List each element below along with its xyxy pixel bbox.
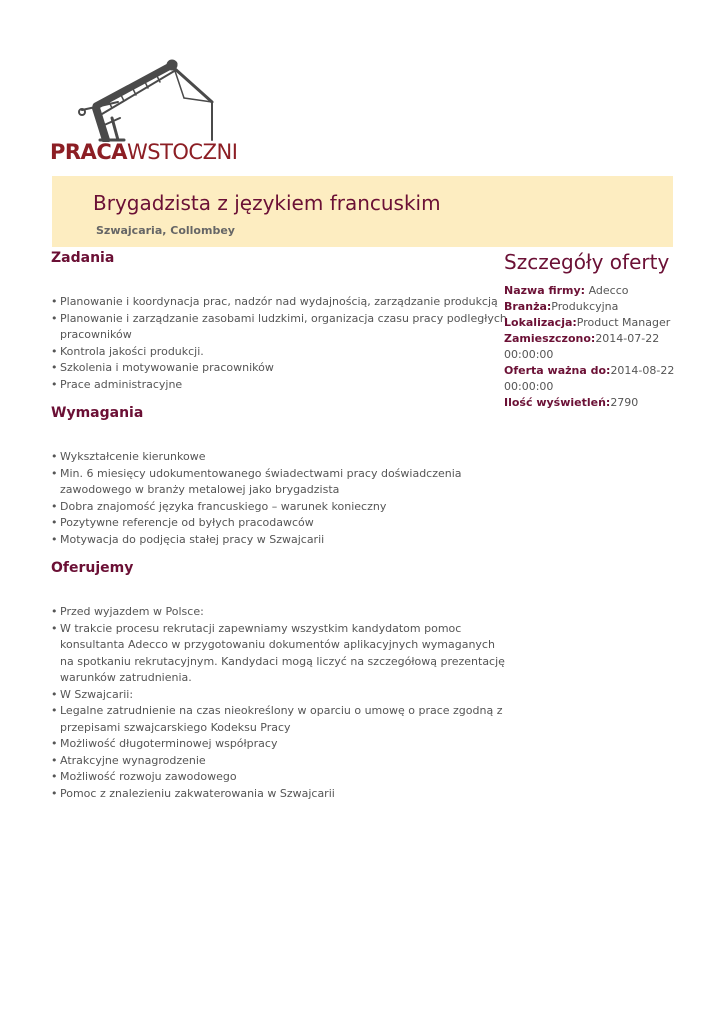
- list-item: • Min. 6 miesięcy udokumentowanego świadectwami pracy doświadczenia zawodowego w branży metalowej jako brygadzista: [51, 466, 511, 499]
- detail-label: Nazwa firmy:: [504, 284, 586, 297]
- job-description: [51, 249, 511, 802]
- crane-icon: [62, 56, 222, 142]
- list-item: • Wykształcenie kierunkowe: [51, 449, 511, 466]
- zadania-list: [51, 294, 511, 393]
- list-item: • W trakcie procesu rekrutacji zapewniamy wszystkim kandydatom pomoc konsultanta Adecco w przygotowaniu dokumentów aplikacyjnych wymaganych na spotkaniu rekrutacyjnym. Kandydaci mogą liczyć na szczegółową prezentację warunków zatrudnienia.: [51, 621, 511, 687]
- list-item: • Legalne zatrudnienie na czas nieokreślony w oparciu o umowę o prace zgodną z przepisami szwajcarskiego Kodeksu Pracy: [51, 703, 511, 736]
- list-item: • Prace administracyjne: [51, 377, 511, 394]
- list-item: • Kontrola jakości produkcji.: [51, 344, 511, 361]
- list-item: • Pomoc z znalezieniu zakwaterowania w Szwajcarii: [51, 786, 511, 803]
- offer-details: [504, 248, 679, 411]
- list-item: • Dobra znajomość języka francuskiego – warunek konieczny: [51, 499, 511, 516]
- list-item: • Możliwość rozwoju zawodowego: [51, 769, 511, 786]
- detail-location: [504, 315, 679, 331]
- list-item: • Atrakcyjne wynagrodzenie: [51, 753, 511, 770]
- job-location: Szwajcaria, Collombey: [96, 224, 235, 237]
- logo-text-sub: WSTOCZNI: [126, 140, 238, 164]
- logo-text: [50, 140, 237, 164]
- list-item: • W Szwajcarii:: [51, 687, 511, 704]
- offer-details-title: Szczegóły oferty: [504, 250, 670, 274]
- list-item: • Możliwość długoterminowej współpracy: [51, 736, 511, 753]
- oferujemy-list: [51, 604, 511, 802]
- detail-label: Zamieszczono:: [504, 332, 596, 345]
- detail-label: Ilość wyświetleń:: [504, 396, 611, 409]
- job-header: [52, 176, 673, 247]
- list-item: • Motywacja do podjęcia stałej pracy w Szwajcarii: [51, 532, 511, 549]
- detail-value: Product Manager: [576, 316, 671, 329]
- detail-value: 2014-07-22 00:00:00: [504, 332, 660, 361]
- wymagania-list: [51, 449, 511, 548]
- detail-label: Oferta ważna do:: [504, 364, 611, 377]
- detail-label: Branża:: [504, 300, 552, 313]
- job-title: Brygadzista z językiem francuskim: [93, 191, 441, 215]
- detail-industry: [504, 299, 679, 315]
- detail-value: Produkcyjna: [551, 300, 619, 313]
- section-title-zadania: Zadania: [51, 250, 115, 266]
- section-title-wymagania: Wymagania: [51, 405, 144, 421]
- list-item: • Szkolenia i motywowanie pracowników: [51, 360, 511, 377]
- detail-posted: [504, 331, 679, 363]
- detail-views: [504, 395, 679, 411]
- detail-value: Adecco: [588, 284, 629, 297]
- detail-value: 2014-08-22 00:00:00: [504, 364, 675, 393]
- offer-details-list: [504, 283, 679, 411]
- list-item: • Przed wyjazdem w Polsce:: [51, 604, 511, 621]
- list-item: • Planowanie i koordynacja prac, nadzór nad wydajnością, zarządzanie produkcją: [51, 294, 511, 311]
- section-title-oferujemy: Oferujemy: [51, 560, 134, 576]
- list-item: • Planowanie i zarządzanie zasobami ludzkimi, organizacja czasu pracy podległych pracowników: [51, 311, 511, 344]
- site-logo[interactable]: [48, 56, 238, 166]
- detail-valid-until: [504, 363, 679, 395]
- detail-label: Lokalizacja:: [504, 316, 577, 329]
- logo-text-main: PRACA: [50, 140, 127, 164]
- detail-company: [504, 283, 679, 299]
- list-item: • Pozytywne referencje od byłych pracodawców: [51, 515, 511, 532]
- detail-value: 2790: [610, 396, 639, 409]
